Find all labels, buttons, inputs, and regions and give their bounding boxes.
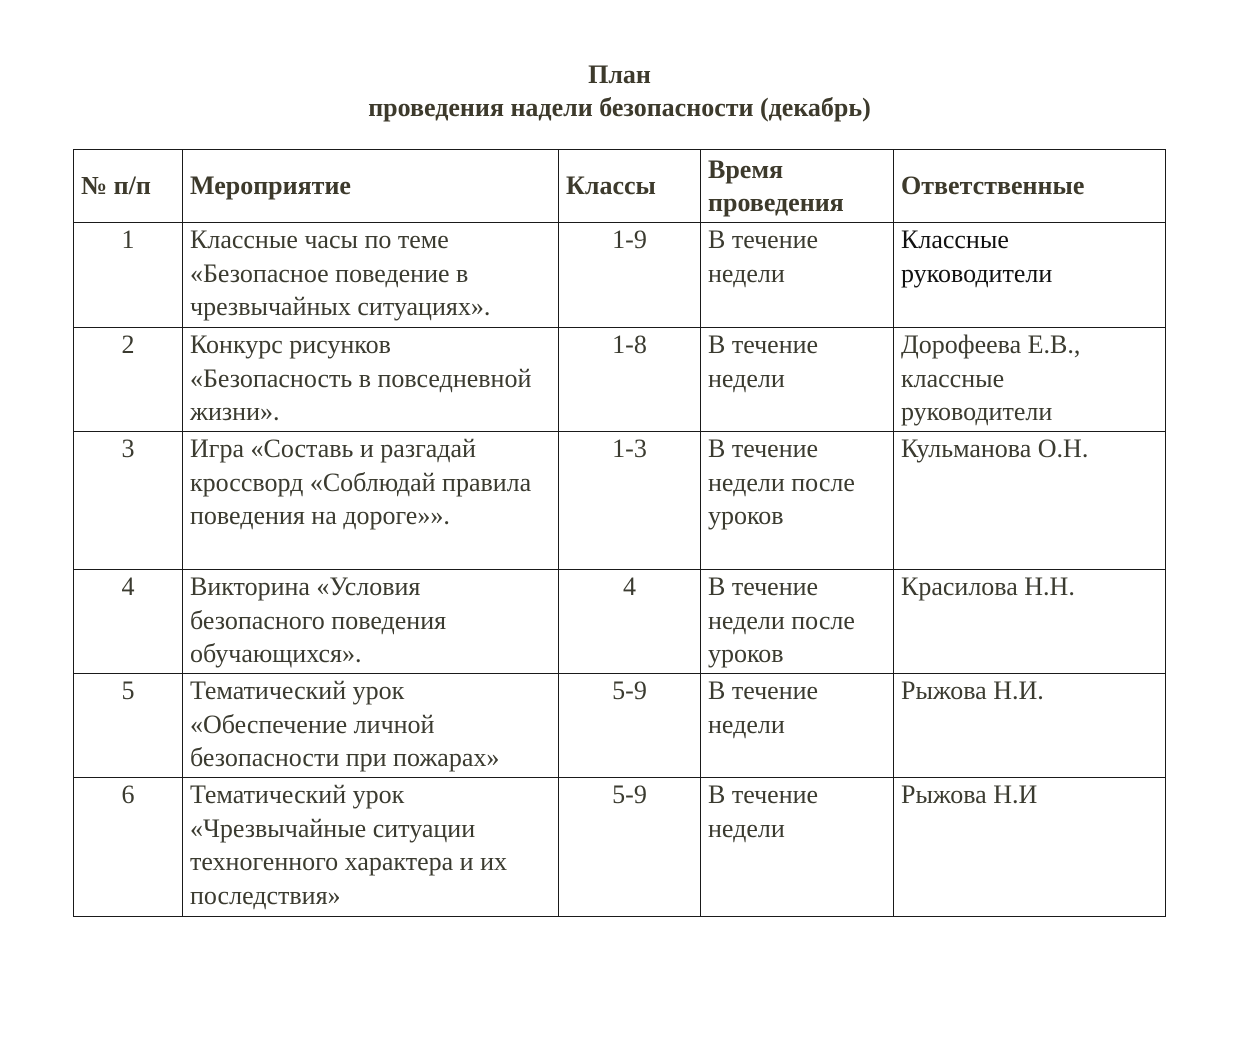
cell-number: 3 [74,432,183,570]
table-row [74,778,1166,917]
cell-event: Тематический урок «Чрезвычайные ситуации техногенного характера и их последствия» [183,778,559,917]
cell-number: 6 [74,778,183,917]
header-classes: Классы [559,150,701,223]
cell-number: 2 [74,328,183,432]
cell-time: В течение недели [701,674,894,778]
table-row [74,674,1166,778]
cell-event: Игра «Составь и разгадай кроссворд «Соблюдай правила поведения на дороге»». [183,432,559,570]
cell-time: В течение недели [701,778,894,917]
document-subtitle: проведения надели безопасности (декабрь) [368,93,871,122]
cell-number: 1 [74,223,183,328]
cell-classes: 5-9 [559,674,701,778]
cell-time: В течение недели после уроков [701,570,894,674]
cell-number: 5 [74,674,183,778]
cell-responsible: Дорофеева Е.В., классные руководители [894,328,1166,432]
cell-event: Классные часы по теме «Безопасное поведение в чрезвычайных ситуациях». [183,223,559,328]
cell-responsible: Красилова Н.Н. [894,570,1166,674]
cell-event: Викторина «Условия безопасного поведения обучающихся». [183,570,559,674]
cell-responsible: Рыжова Н.И. [894,674,1166,778]
table-row [74,328,1166,432]
cell-time: В течение недели [701,328,894,432]
header-time: Время проведения [701,150,894,223]
header-number: № п/п [74,150,183,223]
cell-responsible: Кульманова О.Н. [894,432,1166,570]
cell-responsible: Рыжова Н.И [894,778,1166,917]
table-row [74,570,1166,674]
cell-number: 4 [74,570,183,674]
cell-responsible: Классные руководители [894,223,1166,328]
cell-time: В течение недели [701,223,894,328]
table-row [74,432,1166,570]
document-title: План [588,60,651,89]
cell-event: Тематический урок «Обеспечение личной безопасности при пожарах» [183,674,559,778]
cell-classes: 4 [559,570,701,674]
cell-classes: 5-9 [559,778,701,917]
header-responsible: Ответственные [894,150,1166,223]
plan-table [73,149,1166,917]
table-row [74,223,1166,328]
cell-classes: 1-3 [559,432,701,570]
cell-classes: 1-8 [559,328,701,432]
cell-classes: 1-9 [559,223,701,328]
table-header-row [74,150,1166,223]
header-event: Мероприятие [183,150,559,223]
cell-event: Конкурс рисунков «Безопасность в повседневной жизни». [183,328,559,432]
cell-time: В течение недели после уроков [701,432,894,570]
